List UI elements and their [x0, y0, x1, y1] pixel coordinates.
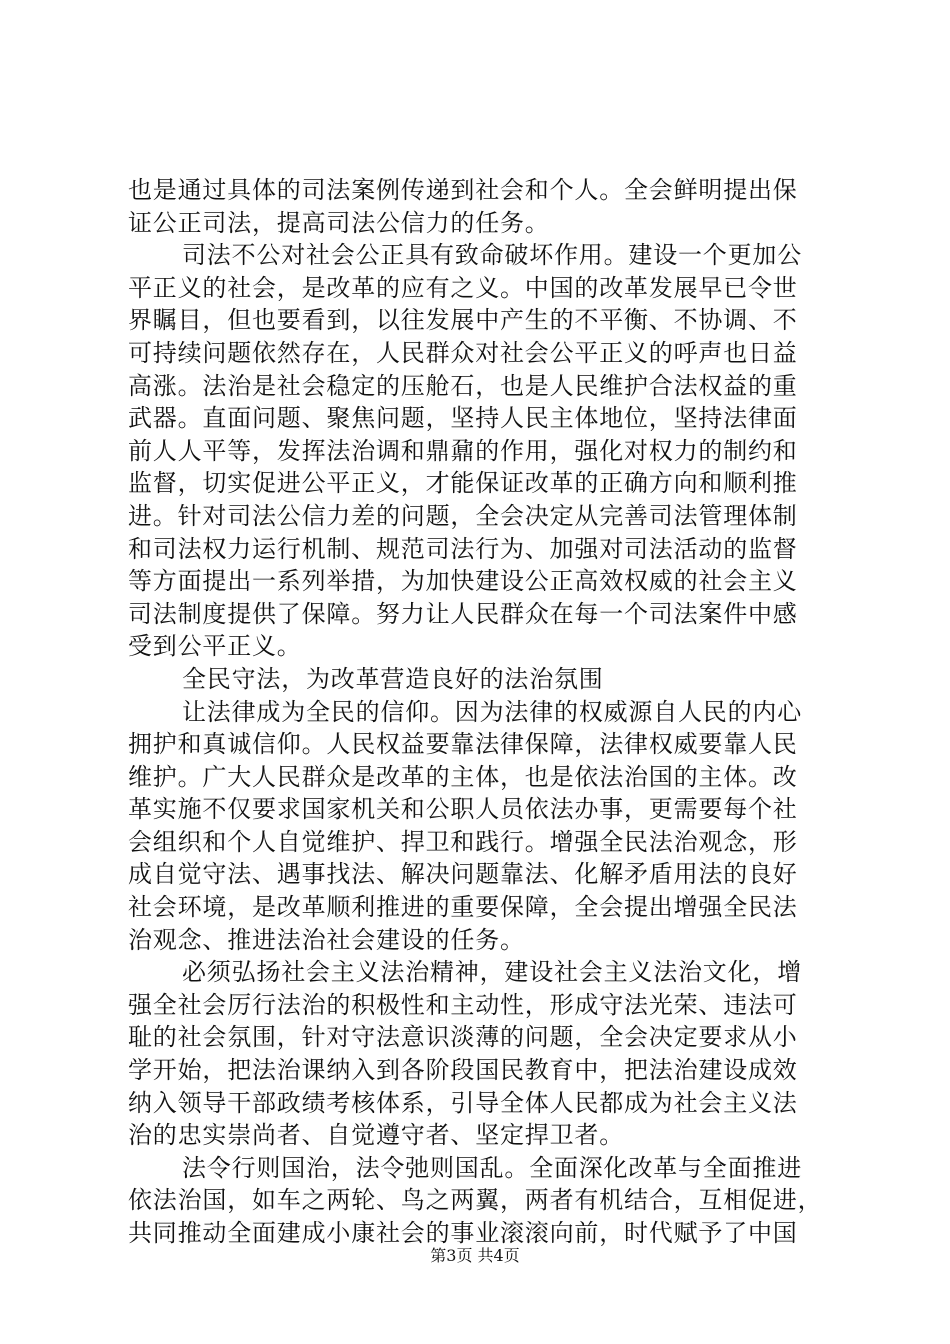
- paragraph: [128, 663, 828, 696]
- text-line: 全民守法，为改革营造良好的法治氛围: [182, 664, 604, 693]
- paragraph: [128, 174, 828, 239]
- text-line: 维护。广大人民群众是改革的主体，也是依法治国的主体。改: [128, 762, 798, 791]
- text-line: 进。针对司法公信力差的问题，全会决定从完善司法管理体制: [128, 501, 798, 530]
- paragraph: [128, 239, 828, 663]
- text-line: 监督，切实促进公平正义，才能保证改革的正确方向和顺利推: [128, 469, 798, 498]
- document-body: [128, 174, 828, 1250]
- text-line: 和司法权力运行机制、规范司法行为、加强对司法活动的监督: [128, 534, 798, 563]
- text-line: 社会环境，是改革顺利推进的重要保障，全会提出增强全民法: [128, 893, 798, 922]
- text-line: 受到公平正义。: [128, 632, 302, 661]
- paragraph: [128, 1152, 828, 1250]
- text-line: 让法律成为全民的信仰。因为法律的权威源自人民的内心: [182, 697, 802, 726]
- text-line: 界瞩目，但也要看到，以往发展中产生的不平衡、不协调、不: [128, 306, 798, 335]
- text-line: 学开始，把法治课纳入到各阶段国民教育中，把法治建设成效: [128, 1056, 798, 1085]
- text-line: 可持续问题依然存在，人民群众对社会公平正义的呼声也日益: [128, 338, 798, 367]
- text-line: 共同推动全面建成小康社会的事业滚滚向前，时代赋予了中国: [128, 1219, 798, 1247]
- paragraph: [128, 696, 828, 957]
- page-number-footer: 第3页 共4页: [430, 1246, 520, 1265]
- text-line: 司法不公对社会公正具有致命破坏作用。建设一个更加公: [182, 241, 802, 270]
- text-line: 前人人平等，发挥法治调和鼎鼐的作用，强化对权力的制约和: [128, 436, 798, 465]
- text-line: 强全社会厉行法治的积极性和主动性，形成守法光荣、违法可: [128, 990, 798, 1019]
- text-line: 也是通过具体的司法案例传递到社会和个人。全会鲜明提出保: [128, 176, 798, 204]
- text-line: 平正义的社会，是改革的应有之义。中国的改革发展早已令世: [128, 273, 798, 302]
- text-line: 依法治国，如车之两轮、鸟之两翼，两者有机结合，互相促进，: [128, 1186, 823, 1215]
- text-line: 成自觉守法、遇事找法、解决问题靠法、化解矛盾用法的良好: [128, 860, 798, 889]
- text-line: 必须弘扬社会主义法治精神，建设社会主义法治文化，增: [182, 958, 802, 987]
- text-line: 会组织和个人自觉维护、捍卫和践行。增强全民法治观念，形: [128, 827, 798, 856]
- text-line: 治观念、推进法治社会建设的任务。: [128, 925, 525, 954]
- paragraph: [128, 956, 828, 1152]
- text-line: 法令行则国治，法令弛则国乱。全面深化改革与全面推进: [182, 1153, 802, 1182]
- text-line: 证公正司法，提高司法公信力的任务。: [128, 208, 550, 237]
- text-line: 治的忠实崇尚者、自觉遵守者、坚定捍卫者。: [128, 1121, 624, 1150]
- text-line: 高涨。法治是社会稳定的压舱石，也是人民维护合法权益的重: [128, 371, 798, 400]
- text-line: 武器。直面问题、聚焦问题，坚持人民主体地位，坚持法律面: [128, 404, 798, 433]
- text-line: 司法制度提供了保障。努力让人民群众在每一个司法案件中感: [128, 599, 798, 628]
- text-line: 等方面提出一系列举措，为加快建设公正高效权威的社会主义: [128, 567, 798, 596]
- text-line: 革实施不仅要求国家机关和公职人员依法办事，更需要每个社: [128, 795, 798, 824]
- text-line: 纳入领导干部政绩考核体系，引导全体人民都成为社会主义法: [128, 1088, 798, 1117]
- text-line: 拥护和真诚信仰。人民权益要靠法律保障，法律权威要靠人民: [128, 730, 798, 759]
- text-line: 耻的社会氛围，针对守法意识淡薄的问题，全会决定要求从小: [128, 1023, 798, 1052]
